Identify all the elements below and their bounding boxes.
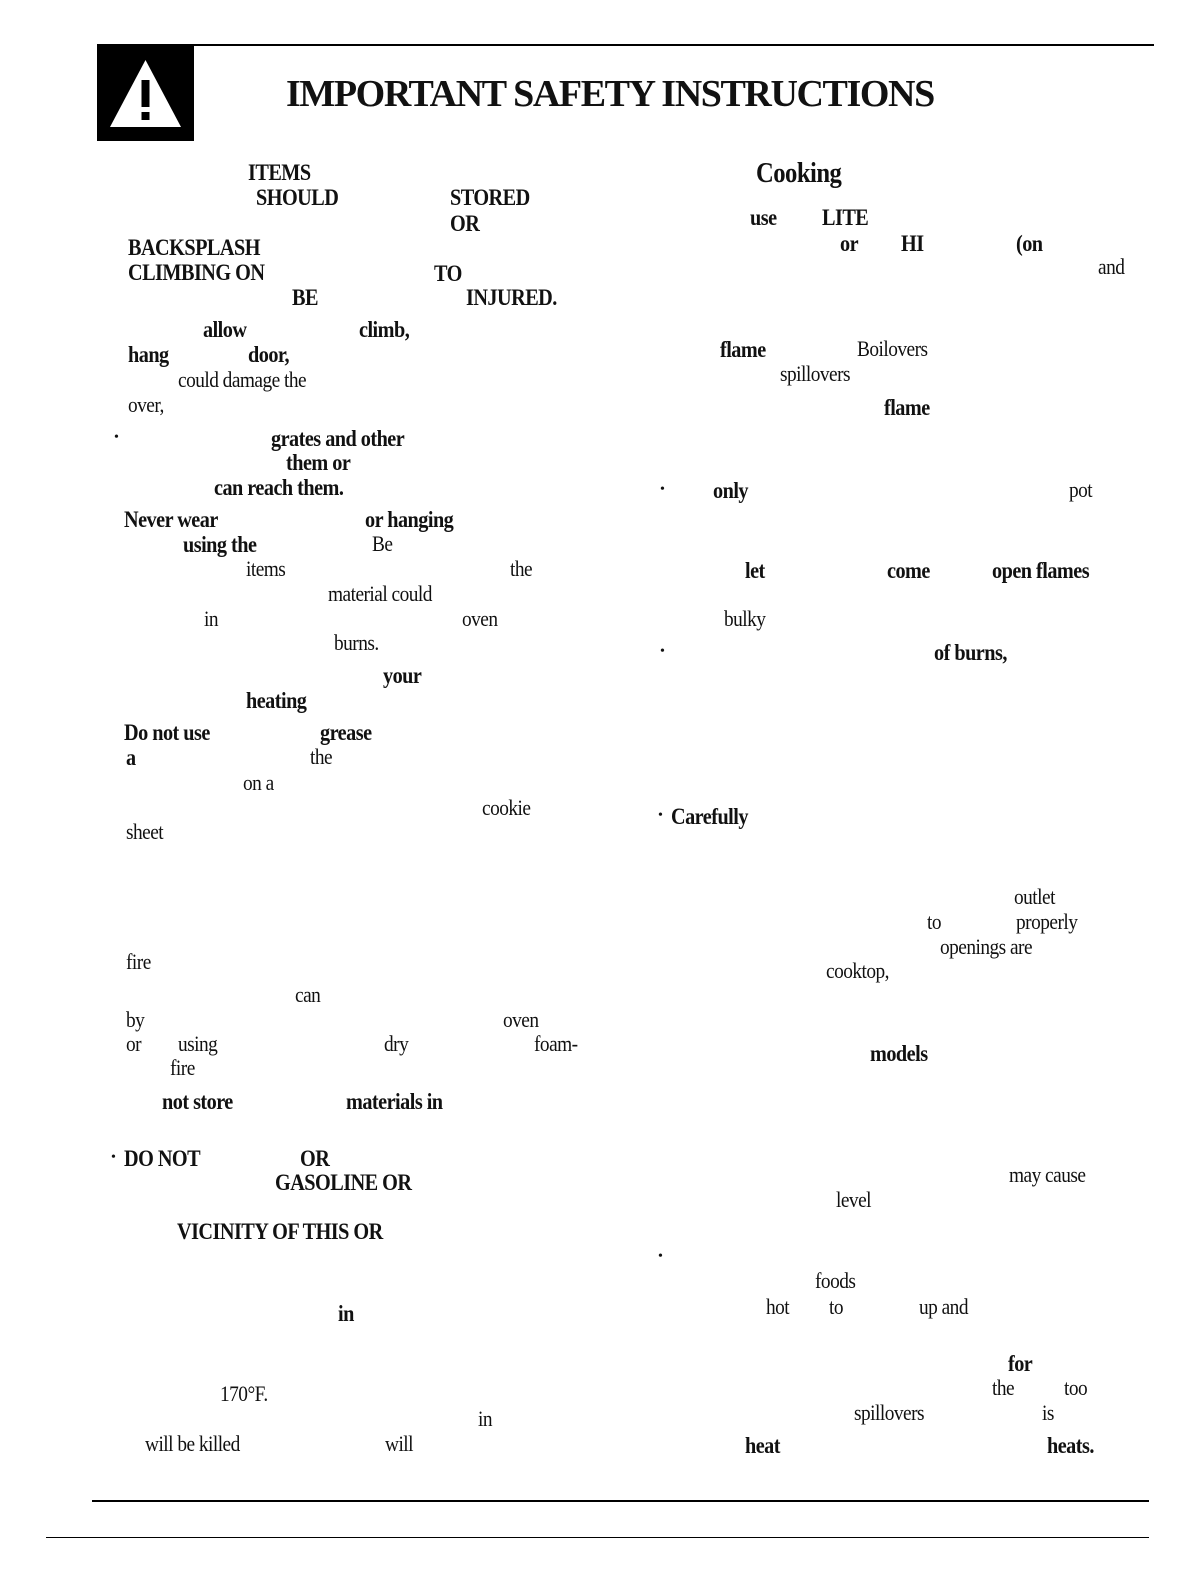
text-fragment: or [126,1031,142,1056]
text-fragment: OR [450,211,480,236]
text-fragment: INJURED. [466,285,557,310]
text-fragment: in [478,1406,493,1431]
bullet: • [111,1150,116,1165]
text-fragment: use [750,205,777,230]
text-fragment: GASOLINE OR [275,1170,412,1195]
text-fragment: cooktop, [826,958,889,983]
text-fragment: not store [162,1089,233,1114]
text-fragment: Be [372,531,393,556]
text-fragment: LITE [822,205,869,230]
text-fragment: over, [128,392,164,417]
text-fragment: of burns, [934,640,1007,665]
text-fragment: a [126,745,136,770]
text-fragment: CLIMBING ON [128,260,265,285]
text-fragment: oven [503,1007,539,1032]
text-fragment: DO NOT [124,1146,201,1171]
text-fragment: spillovers [854,1400,925,1425]
text-fragment: fire [126,949,151,974]
page-title: IMPORTANT SAFETY INSTRUCTIONS [286,73,934,115]
text-fragment: outlet [1014,884,1055,909]
text-fragment: for [1008,1351,1033,1376]
text-fragment: the [510,556,533,581]
text-fragment: items [246,556,286,581]
text-fragment: will be killed [145,1431,240,1456]
text-fragment: flame [720,337,766,362]
text-fragment: OR [300,1146,330,1171]
text-fragment: up and [919,1294,968,1319]
text-fragment: door, [248,342,290,367]
text-fragment: spillovers [780,361,851,386]
text-fragment: Carefully [671,804,748,829]
text-fragment: them or [286,450,351,475]
text-fragment: is [1042,1400,1054,1425]
text-fragment: flame [884,395,930,420]
text-fragment: fire [170,1055,195,1080]
text-fragment: STORED [450,185,530,210]
text-fragment: only [713,478,749,503]
text-fragment: VICINITY OF THIS OR [177,1219,383,1244]
text-fragment: materials in [346,1089,443,1114]
text-fragment: can reach them. [214,475,344,500]
footer-rule [46,1537,1149,1538]
text-fragment: could damage the [178,367,307,392]
bottom-rule [92,1500,1149,1502]
bullet: • [660,482,665,497]
text-fragment: Do not use [124,720,210,745]
top-rule [194,44,1154,46]
text-fragment: on a [243,770,274,795]
text-fragment: foods [815,1268,856,1293]
text-fragment: may cause [1009,1162,1086,1187]
text-fragment: climb, [359,317,410,342]
text-fragment: can [295,982,321,1007]
text-fragment: properly [1016,909,1078,934]
text-fragment: hot [766,1294,790,1319]
text-fragment: heating [246,688,307,713]
text-fragment: to [829,1294,844,1319]
text-fragment: material could [328,581,432,606]
text-fragment: your [383,663,422,688]
text-fragment: the [992,1375,1015,1400]
text-fragment: open flames [992,558,1090,583]
text-fragment: ITEMS [248,160,311,185]
warning-box [97,44,194,141]
text-fragment: BACKSPLASH [128,235,260,260]
text-fragment: (on [1016,231,1043,256]
text-fragment: will [385,1431,414,1456]
text-fragment: openings are [940,934,1033,959]
bullet: • [660,644,665,659]
text-fragment: HI [901,231,924,256]
text-fragment: in [338,1301,354,1326]
bullet: • [658,808,663,823]
text-fragment: and [1098,254,1125,279]
text-fragment: BE [292,285,318,310]
text-fragment: heat [745,1433,780,1458]
text-fragment: let [745,558,765,583]
bullet: • [114,430,119,445]
text-fragment: using [178,1031,218,1056]
text-fragment: using the [183,532,257,557]
text-fragment: hang [128,342,169,367]
text-fragment: level [836,1187,871,1212]
text-fragment: Never wear [124,507,218,532]
text-fragment: allow [203,317,247,342]
text-fragment: sheet [126,819,164,844]
text-fragment: the [310,744,333,769]
text-fragment: by [126,1007,145,1032]
text-fragment: pot [1069,477,1093,502]
text-fragment: in [204,606,219,631]
text-fragment: to [927,909,942,934]
text-fragment: bulky [724,606,766,631]
text-fragment: Boilovers [857,336,928,361]
text-fragment: models [870,1041,928,1066]
text-fragment: 170°F. [220,1381,268,1406]
text-fragment: too [1064,1375,1088,1400]
warning-triangle-icon [97,44,194,141]
text-fragment: SHOULD [256,185,339,210]
text-fragment: grease [320,720,372,745]
section-heading: Cooking [756,158,842,189]
text-fragment: or hanging [365,507,454,532]
text-fragment: cookie [482,795,531,820]
text-fragment: dry [384,1031,409,1056]
text-fragment: come [887,558,930,583]
text-fragment: heats. [1047,1433,1094,1458]
text-fragment: oven [462,606,498,631]
text-fragment: or [840,231,859,256]
text-fragment: TO [434,261,462,286]
bullet: • [658,1249,663,1264]
text-fragment: foam- [534,1031,578,1056]
text-fragment: burns. [334,630,379,655]
text-fragment: grates and other [271,426,405,451]
